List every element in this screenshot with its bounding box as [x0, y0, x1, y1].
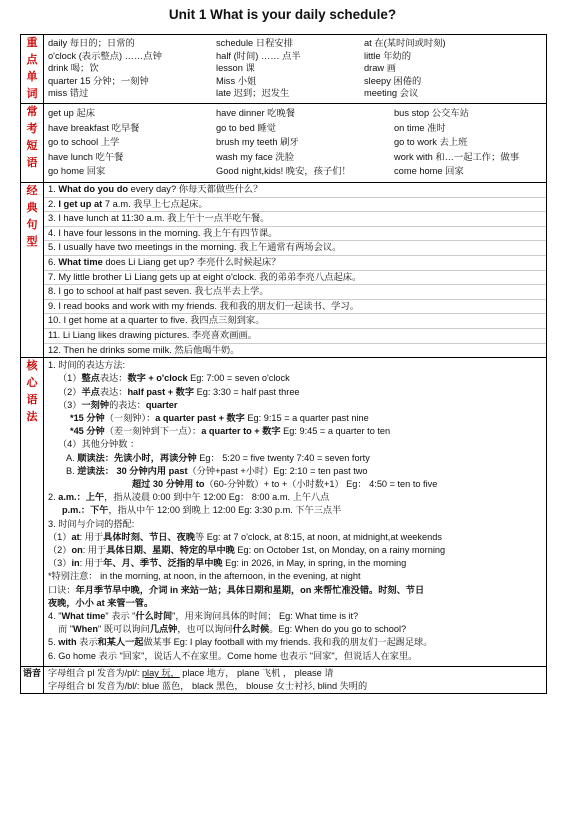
grammar-line — [44, 386, 546, 399]
vocab-word: Miss 小姐 — [216, 75, 257, 86]
vocab-section — [21, 35, 547, 104]
grammar-text: ，也可以询问 — [177, 624, 233, 635]
grammar-key: 超过 30 分钟用 to — [132, 478, 205, 489]
grammar-text: "，用来询问具体的时间； Eg: What time is it? — [172, 610, 359, 621]
grammar-line — [44, 623, 546, 636]
grammar-text: Eg： 5:20 = five twenty 7:40 = seven forty — [196, 452, 370, 463]
grammar-text: : 用于 — [82, 544, 107, 555]
grammar-text: 的表达： — [109, 399, 146, 410]
vocab-word: schedule 日程安排 — [216, 38, 293, 48]
grammar-text: B. — [66, 465, 78, 476]
phonics-section — [21, 667, 547, 694]
grammar-key: 年、月、季节、泛指的早中晚 — [103, 558, 223, 569]
grammar-text: Eg: 3:30 = half past three — [194, 386, 300, 397]
study-table — [20, 34, 547, 694]
vocab-word: daily 每日的；日常的 — [48, 38, 135, 48]
grammar-line — [44, 544, 546, 557]
grammar-text: （3） — [48, 558, 72, 569]
grammar-content — [44, 358, 547, 667]
sentence-text: 6. — [48, 256, 59, 267]
grammar-text: Eg: in 2026, in May, in spring, in the morning — [222, 558, 407, 569]
sentence-text: 4. I have four lessons in the morning. 我上午有四节课。 — [48, 227, 278, 238]
grammar-text: （1） — [58, 373, 82, 384]
grammar-key: When — [73, 624, 99, 635]
page-title: Unit 1 What is your daily schedule? — [168, 7, 397, 22]
phonics-word: plane 飞机 ， — [236, 668, 293, 679]
sentence-text: 1. — [48, 184, 59, 194]
phonics-word: blue 蓝色， — [141, 681, 190, 692]
vocab-word: little 年幼的 — [364, 50, 412, 61]
grammar-text: Eg: 7:00 = seven o'clock — [187, 373, 290, 384]
phonics-word: play 玩， — [141, 668, 180, 679]
grammar-text: 表达： — [99, 373, 128, 384]
vocab-row — [44, 62, 546, 75]
grammar-key: 年月季节早中晚，介词 in 来站一站；具体日期和星期，on 来帮忙准没错。时刻、节日 — [75, 584, 425, 595]
sentence — [44, 344, 546, 358]
grammar-key: quarter — [145, 399, 178, 410]
sentence-key: I get up at — [58, 198, 103, 209]
grammar-key: 顺读法：先读小时，再读分钟 — [77, 452, 197, 463]
vocab-word: drink 喝；饮 — [48, 63, 99, 74]
grammar-line — [44, 557, 546, 570]
vocab-word: meeting 会议 — [364, 88, 419, 99]
sentences-label — [21, 183, 44, 358]
grammar-key: 逆读法： 30 分钟内用 past — [77, 465, 188, 476]
vocab-label-char: 点 — [26, 54, 38, 66]
phonics-word: blouse 女士衬衫, — [246, 681, 316, 692]
phrase: go to bed 睡觉 — [216, 122, 276, 133]
grammar-key: half past + 数字 — [127, 386, 195, 397]
grammar-key: *45 分钟 — [70, 426, 105, 437]
grammar-line — [44, 465, 546, 478]
grammar-key: a.m.：上午 — [58, 492, 105, 503]
phrases-label-char: 短 — [26, 140, 38, 152]
sentence-key: What time — [58, 256, 103, 267]
grammar-line — [44, 452, 546, 465]
grammar-text: 而 " — [58, 624, 74, 635]
grammar-label-char: 核 — [26, 360, 38, 373]
vocab-word: sleepy 困倦的 — [364, 75, 422, 86]
grammar-text: 表示 — [76, 637, 98, 648]
phrase: come home 回家 — [394, 166, 464, 177]
vocab-word: draw 画 — [364, 63, 397, 74]
phonics-label: 语音 — [21, 667, 44, 694]
grammar-text: （分钟+past +小时）Eg: 2:10 = ten past two — [187, 465, 368, 476]
phrase: bus stop 公交车站 — [394, 108, 469, 118]
grammar-key: 整点 — [81, 373, 100, 384]
sentences-label-char: 句 — [26, 219, 38, 231]
grammar-label-char: 心 — [26, 377, 38, 390]
grammar-key: 半点 — [81, 386, 100, 397]
grammar-text: A. — [66, 452, 78, 463]
phrase: go to work 去上班 — [394, 137, 468, 148]
vocab-row — [44, 50, 546, 63]
grammar-text: 4. " — [48, 610, 62, 621]
sentence-key: What do you do — [58, 184, 129, 194]
sentence — [44, 256, 546, 271]
grammar-text: Eg: 9:45 = a quarter to ten — [280, 426, 391, 437]
grammar-text: 6. Go home 表示 "回家"，说话人不在家里。Come home 也表示 "回家"，但说话人在家里。 — [48, 650, 418, 661]
phonics-rule: 字母组合 bl 发音为/bl/: — [48, 681, 142, 692]
grammar-text: （2） — [58, 386, 82, 397]
grammar-text: " 表示 " — [105, 610, 136, 621]
grammar-text: Eg: 9:15 = a quarter past nine — [244, 412, 369, 423]
vocab-label-char: 词 — [26, 88, 38, 100]
grammar-line — [44, 491, 546, 504]
sentence-text: every day? 你每天都做些什么？ — [128, 184, 263, 194]
grammar-line — [44, 425, 546, 438]
grammar-key: with — [58, 637, 77, 648]
vocab-word: half (时间) …… 点半 — [216, 50, 301, 61]
grammar-line — [44, 372, 546, 385]
vocab-word: lesson 课 — [216, 63, 255, 74]
sentence-text: 7 a.m. 我早上七点起床。 — [102, 198, 208, 209]
grammar-key: a quarter to + 数字 — [201, 426, 281, 437]
grammar-label-char: 语 — [26, 394, 38, 407]
sentence-text: 12. Then he drinks some milk. 然后他喝牛奶。 — [48, 344, 240, 355]
grammar-key: 什么时候 — [232, 624, 270, 635]
grammar-line — [44, 399, 546, 412]
grammar-key: *15 分钟 — [70, 412, 105, 423]
sentence — [44, 300, 546, 315]
grammar-text: ，指从凌晨 0:00 到中午 12:00 Eg： 8:00 a.m. 上午八点 — [104, 492, 330, 503]
grammar-line — [44, 504, 546, 517]
phrase-row — [44, 106, 546, 121]
grammar-text: 表达： — [99, 386, 128, 397]
grammar-key: 一刻钟 — [81, 399, 110, 410]
grammar-key: 几点钟 — [149, 624, 178, 635]
grammar-section — [21, 358, 547, 667]
grammar-text: 口诀： — [48, 584, 76, 595]
grammar-text: Eg: on October 1st, on Monday, on a rainy morning — [234, 544, 446, 555]
vocab-word: late 迟到；迟发生 — [216, 88, 290, 99]
vocab-word: quarter 15 分钟；一刻钟 — [48, 75, 149, 86]
phrases-label — [21, 104, 44, 183]
grammar-text: （2） — [48, 544, 72, 555]
grammar-text: " 既可以询问 — [98, 624, 150, 635]
sentence-text: 9. I read books and work with my friends. 我和我的朋友们一起读书、学习。 — [48, 300, 360, 311]
sentence — [44, 271, 546, 286]
phrase: have dinner 吃晚餐 — [216, 108, 296, 118]
vocab-content — [44, 35, 547, 104]
sentence — [44, 198, 546, 213]
grammar-key: p.m.：下午 — [62, 505, 109, 516]
phrase: get up 起床 — [48, 108, 96, 118]
sentence — [44, 329, 546, 344]
grammar-text: ，指从中午 12:00 到晚上 12:00 Eg: 3:30 p.m. 下午三点半 — [108, 505, 342, 516]
sentences-label-char: 型 — [26, 236, 38, 248]
grammar-key: in — [71, 558, 80, 569]
phrase: Good night,kids! 晚安，孩子们！ — [216, 166, 351, 177]
vocab-row — [44, 37, 546, 50]
phrase: wash my face 洗脸 — [216, 151, 295, 162]
vocab-word: at 在(某时间或时刻) — [364, 38, 446, 48]
sentence-text: 11. Li Liang likes drawing pictures. 李亮喜欢画画。 — [48, 329, 258, 340]
grammar-key: 什么时间 — [135, 610, 173, 621]
sentence-text: 10. I get home at a quarter to five. 我四点三刻到家。 — [48, 315, 265, 326]
vocab-label-char: 重 — [26, 37, 38, 49]
grammar-text: （4）其他分钟数 ： — [58, 439, 140, 450]
sentence-text: 8. I go to school at half past seven. 我七点半去上学。 — [48, 286, 269, 297]
grammar-text: 做某事 Eg: I play football with my friends. 我和我的朋友们一起踢足球。 — [143, 637, 433, 648]
sentence-text: 5. I usually have two meetings in the morning. 我上午通常有两场会议。 — [48, 242, 342, 253]
grammar-line — [44, 610, 546, 623]
grammar-line — [44, 531, 546, 544]
phonics-rule: 字母组合 pl 发音为/pl/: — [48, 668, 142, 679]
grammar-line — [44, 650, 546, 663]
grammar-line — [44, 438, 546, 451]
phrases-label-char: 常 — [26, 106, 38, 118]
grammar-label — [21, 358, 44, 667]
grammar-text: 等 Eg: at 7 o'clock, at 8:15, at noon, at midnight,at weekends — [195, 531, 442, 542]
phonics-row — [44, 680, 546, 693]
phonics-word: black 黑色， — [192, 681, 244, 692]
sentence — [44, 285, 546, 300]
sentences-content — [44, 183, 547, 358]
sentences-label-char: 经 — [26, 185, 38, 197]
phrase: work with 和…一起工作；做事 — [394, 151, 519, 162]
grammar-text: : 用于 — [79, 531, 104, 542]
phrase: on time 准时 — [394, 122, 446, 133]
phonics-word: please 请 — [294, 668, 334, 679]
grammar-text: 5. — [48, 637, 59, 648]
grammar-key: 和某人一起 — [97, 637, 144, 648]
grammar-line — [44, 478, 546, 491]
sentences-section — [21, 183, 547, 358]
phrase: have breakfast 吃早餐 — [48, 122, 140, 133]
grammar-text: *特别注意： in the morning, at noon, in the afternoon, in the evening, at night — [48, 571, 361, 582]
grammar-text: （60-分钟数）+ to +（小时数+1） Eg： 4:50 = ten to five — [204, 478, 438, 489]
sentence — [44, 314, 546, 329]
sentence — [44, 227, 546, 242]
grammar-text: （1） — [48, 531, 72, 542]
grammar-text: 2. — [48, 492, 59, 503]
grammar-text: 1. 时间的表达方法: — [48, 360, 126, 371]
vocab-label-char: 单 — [26, 71, 38, 83]
phonics-word: blind 失明的 — [317, 681, 368, 692]
phrase-row — [44, 135, 546, 150]
sentence — [44, 183, 546, 198]
phonics-content — [44, 667, 547, 694]
grammar-key: What time — [61, 610, 106, 621]
vocab-label — [21, 35, 44, 104]
grammar-text: （差一刻钟到下一点）： — [104, 426, 202, 437]
grammar-text: : 用于 — [79, 558, 104, 569]
phrases-section — [21, 104, 547, 183]
sentences-label-char: 典 — [26, 202, 38, 214]
grammar-text: （一刻钟）： — [104, 412, 156, 423]
sentence-text: 3. I have lunch at 11:30 a.m. 我上午十一点半吃午餐。 — [48, 213, 270, 224]
grammar-key: at — [71, 531, 80, 542]
phrase-row — [44, 121, 546, 136]
phonics-row — [44, 667, 546, 680]
grammar-key: on — [71, 544, 83, 555]
grammar-text: （3） — [58, 399, 82, 410]
grammar-line — [44, 584, 546, 597]
phrase-row — [44, 164, 546, 179]
grammar-line — [44, 636, 546, 649]
grammar-key: 具体日期、星期、特定的早中晚 — [106, 544, 235, 555]
vocab-row — [44, 75, 546, 88]
phrase: go home 回家 — [48, 166, 106, 177]
sentence — [44, 241, 546, 256]
grammar-line — [44, 359, 546, 372]
phrases-content — [44, 104, 547, 183]
sentence-text: does Li Liang get up? 李亮什么时候起床？ — [102, 256, 281, 267]
grammar-line — [44, 518, 546, 531]
sentence — [44, 212, 546, 227]
vocab-row — [44, 87, 546, 100]
grammar-line — [44, 570, 546, 583]
phonics-word: place 地方， — [182, 668, 235, 679]
phrase: go to school 上学 — [48, 137, 120, 148]
phrases-label-char: 考 — [26, 123, 38, 135]
grammar-label-char: 法 — [26, 411, 38, 424]
phrase: brush my teeth 刷牙 — [216, 137, 299, 148]
sentence-text: 7. My little brother Li Liang gets up at eight o'clock. 我的弟弟李亮八点起床。 — [48, 271, 362, 282]
grammar-line — [44, 412, 546, 425]
grammar-line — [44, 597, 546, 610]
grammar-key: 夜晚，小小 at 来管一管。 — [48, 597, 154, 608]
phrase: have lunch 吃午餐 — [48, 151, 124, 162]
vocab-word: o'clock (表示整点) ……点钟 — [48, 50, 162, 61]
sentence-text: 2. — [48, 198, 59, 209]
grammar-text: 。Eg: When do you go to school? — [269, 624, 407, 635]
phrases-label-char: 语 — [26, 157, 38, 169]
vocab-word: miss 错过 — [48, 88, 89, 99]
phrase-row — [44, 150, 546, 165]
grammar-key: a quarter past + 数字 — [155, 412, 245, 423]
grammar-key: 数字 + o'clock — [127, 373, 188, 384]
grammar-text: 3. 时间与介词的搭配: — [48, 518, 135, 529]
grammar-key: 具体时刻、节日、夜晚 — [103, 531, 196, 542]
